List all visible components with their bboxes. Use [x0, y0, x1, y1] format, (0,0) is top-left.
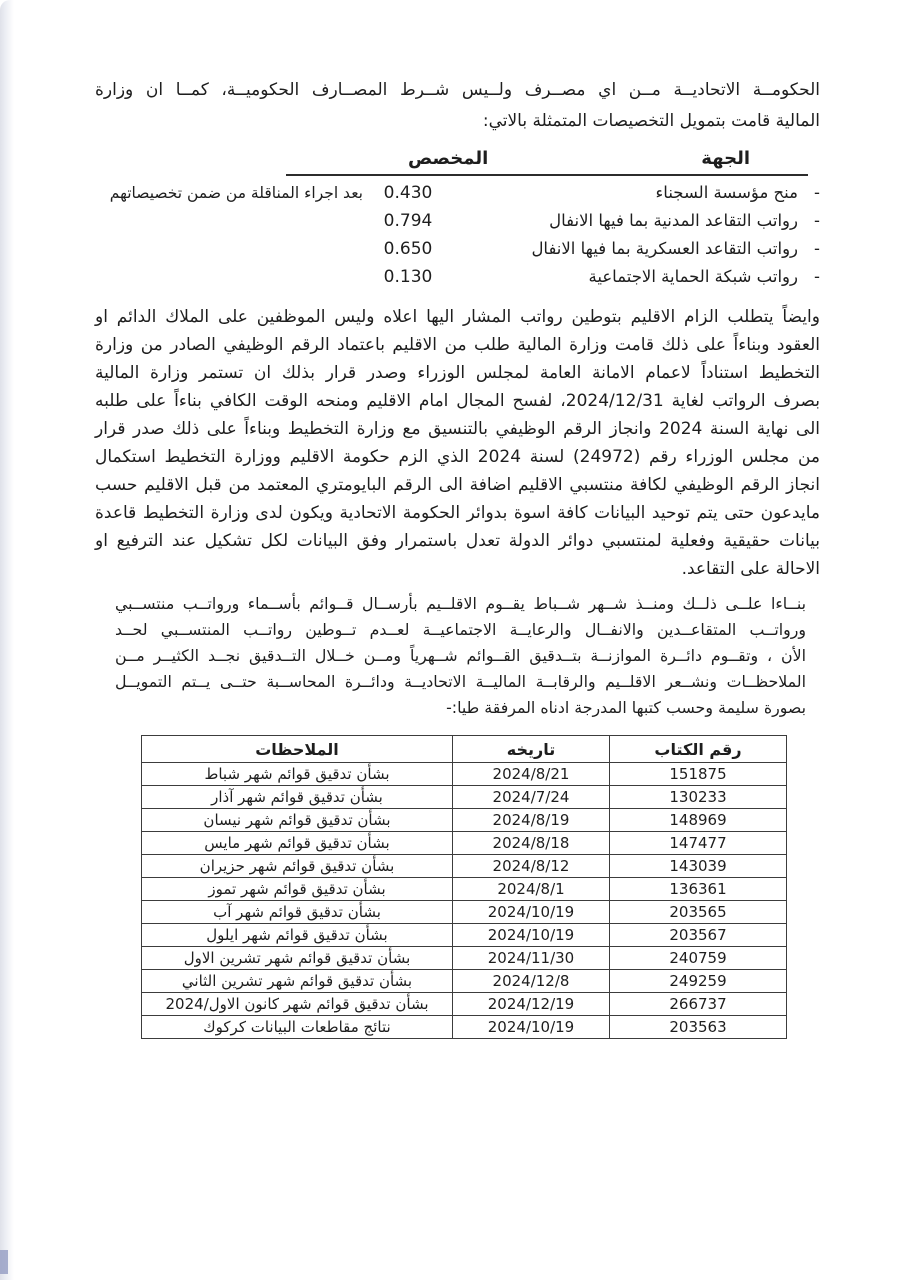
- notes-cell: بشأن تدقيق قوائم شهر تشرين الاول: [142, 947, 453, 970]
- notes-cell: بشأن تدقيق قوائم شهر مايس: [142, 832, 453, 855]
- date-cell: 2024/12/19: [453, 993, 610, 1016]
- intro-paragraph: [95, 75, 820, 137]
- paragraph-line: العقود وبناءاً على ذلك قامت وزارة المالية طلب من الاقليم باعتماد الرقم الوظيفي الصادر من وزارة: [95, 335, 820, 355]
- date-cell: 2024/8/19: [453, 809, 610, 832]
- paragraph-line: الاحالة على التقاعد.: [681, 559, 820, 579]
- book-number-cell: 136361: [610, 878, 787, 901]
- allocation-note: بعد اجراء المناقلة من ضمن تخصيصاتهم: [109, 184, 363, 202]
- letters-table-header-row: [142, 736, 787, 763]
- book-number-cell: 203563: [610, 1016, 787, 1039]
- table-row: [142, 832, 787, 855]
- table-row: [142, 786, 787, 809]
- column-header-book-number: رقم الكتاب: [610, 736, 787, 763]
- allocations-value-column-label: المخصص: [408, 148, 489, 169]
- intro-line: الحكومــة الاتحاديــة مــن اي مصــرف ولــيس شــرط المصــارف الحكوميــة، كمــا ان وزارة: [95, 80, 820, 100]
- paragraph-line: مايدعون حتى يتم توحيد البيانات كافة اسوة بدوائر الحكومة الاتحادية ويكون لدى وزارة التخطيط قاعدة: [95, 503, 820, 523]
- notes-cell: بشأن تدقيق قوائم شهر حزيران: [142, 855, 453, 878]
- book-number-cell: 148969: [610, 809, 787, 832]
- allocation-row: [95, 263, 820, 291]
- date-cell: 2024/11/30: [453, 947, 610, 970]
- table-row: [142, 947, 787, 970]
- paragraph-line: بنــاءا علــى ذلــك ومنــذ شــهر شــباط يقــوم الاقلــيم بأرســال قــوائم بأســماء ورواتــب منتســبي: [115, 594, 806, 613]
- paragraph-line: وايضاً يتطلب الزام الاقليم بتوطين رواتب المشار اليها اعلاه وليس الموظفين على الملاك الدائم او: [95, 307, 820, 327]
- paragraph-line: التخطيط استناداً لاعمام الامانة العامة لمجلس الوزراء وصدر قرار بذلك ان تستمر وزارة المالية: [95, 363, 820, 383]
- date-cell: 2024/10/19: [453, 901, 610, 924]
- column-header-notes: الملاحظات: [142, 736, 453, 763]
- book-number-cell: 240759: [610, 947, 787, 970]
- allocation-row: [95, 179, 820, 207]
- date-cell: 2024/12/8: [453, 970, 610, 993]
- notes-cell: بشأن تدقيق قوائم شهر آذار: [142, 786, 453, 809]
- paragraph-line: ورواتــب المتقاعــدين والانفــال والرعايــة الاجتماعيــة لعــدم تــوطين رواتــب المنتســبي لحــد: [115, 620, 806, 639]
- table-row: [142, 855, 787, 878]
- date-cell: 2024/8/18: [453, 832, 610, 855]
- column-header-date: تاريخه: [453, 736, 610, 763]
- document-page: [95, 75, 820, 1039]
- notes-cell: بشأن تدقيق قوائم شهر شباط: [142, 763, 453, 786]
- allocations-entity-column-label: الجهة: [701, 148, 750, 169]
- table-row: [142, 970, 787, 993]
- table-row: [142, 878, 787, 901]
- date-cell: 2024/7/24: [453, 786, 610, 809]
- date-cell: 2024/8/21: [453, 763, 610, 786]
- allocation-entity: منح مؤسسة السجناء: [655, 183, 798, 202]
- body-paragraph-1: [95, 303, 820, 583]
- allocation-value: 0.430: [383, 183, 433, 203]
- date-cell: 2024/8/12: [453, 855, 610, 878]
- notes-cell: بشأن تدقيق قوائم شهر كانون الاول/2024: [142, 993, 453, 1016]
- scan-edge-mark: [0, 1250, 8, 1274]
- book-number-cell: 143039: [610, 855, 787, 878]
- letters-table-body: [142, 763, 787, 1039]
- allocations-header: [286, 146, 808, 176]
- book-number-cell: 203565: [610, 901, 787, 924]
- notes-cell: بشأن تدقيق قوائم شهر تشرين الثاني: [142, 970, 453, 993]
- paragraph-line: بصورة سليمة وحسب كتبها المدرجة ادناه المرفقة طيا:-: [446, 698, 806, 717]
- table-row: [142, 1016, 787, 1039]
- body-paragraph-2: [115, 591, 806, 721]
- paragraph-line: الأن ، وتقــوم دائــرة الموازنــة بتــدقيق القــوائم شــهرياً ومــن خــلال التــدقيق نجــد الكثيــر مــن: [115, 646, 806, 665]
- allocation-value: 0.130: [383, 267, 433, 287]
- date-cell: 2024/10/19: [453, 924, 610, 947]
- paragraph-line: من مجلس الوزراء رقم (24972) لسنة 2024 الذي الزم حكومة الاقليم ووزارة التخطيط استكمال: [95, 447, 820, 467]
- notes-cell: بشأن تدقيق قوائم شهر نيسان: [142, 809, 453, 832]
- paragraph-line: الملاحظــات ونشــعر الاقلــيم والرقابــة الماليــة الاتحاديــة ودائــرة المحاســبة حتــى يــتم التمويــل: [115, 672, 806, 691]
- allocation-row: [95, 207, 820, 235]
- table-row: [142, 763, 787, 786]
- allocations-list: [95, 179, 820, 291]
- scan-page-left-edge: [0, 0, 14, 1280]
- letters-table: [141, 735, 787, 1039]
- notes-cell: نتائج مقاطعات البيانات كركوك: [142, 1016, 453, 1039]
- notes-cell: بشأن تدقيق قوائم شهر تموز: [142, 878, 453, 901]
- allocation-value: 0.650: [383, 239, 433, 259]
- allocation-entity: رواتب التقاعد العسكرية بما فيها الانفال: [531, 239, 798, 258]
- list-dash-marker: -: [814, 267, 820, 286]
- book-number-cell: 130233: [610, 786, 787, 809]
- book-number-cell: 249259: [610, 970, 787, 993]
- paragraph-line: بيانات حقيقية وفعلية لمنتسبي دوائر الدولة تعدل باستمرار وفق البيانات لكل تشكيل عند الترفيع او: [95, 531, 820, 551]
- allocation-entity: رواتب التقاعد المدنية بما فيها الانفال: [549, 211, 798, 230]
- book-number-cell: 266737: [610, 993, 787, 1016]
- book-number-cell: 151875: [610, 763, 787, 786]
- list-dash-marker: -: [814, 239, 820, 258]
- allocation-row: [95, 235, 820, 263]
- notes-cell: بشأن تدقيق قوائم شهر ايلول: [142, 924, 453, 947]
- allocation-entity: رواتب شبكة الحماية الاجتماعية: [588, 267, 798, 286]
- paragraph-line: انجاز الرقم الوظيفي لكافة منتسبي الاقليم اضافة الى الرقم البايومتري المعتمد من قبل الاقليم حسب: [95, 475, 820, 495]
- date-cell: 2024/8/1: [453, 878, 610, 901]
- list-dash-marker: -: [814, 211, 820, 230]
- table-row: [142, 993, 787, 1016]
- table-row: [142, 809, 787, 832]
- table-row: [142, 901, 787, 924]
- date-cell: 2024/10/19: [453, 1016, 610, 1039]
- paragraph-line: الى نهاية السنة 2024 وانجاز الرقم الوظيفي بالتنسيق مع وزارة التخطيط وبناءاً على ذلك صدر قرار: [95, 419, 820, 439]
- paragraph-line: بصرف الرواتب لغاية 2024/12/31، لفسح المجال امام الاقليم ومنحه الوقت الكافي بناءاً على طلبه: [95, 391, 820, 411]
- book-number-cell: 203567: [610, 924, 787, 947]
- notes-cell: بشأن تدقيق قوائم شهر آب: [142, 901, 453, 924]
- allocation-value: 0.794: [383, 211, 433, 231]
- list-dash-marker: -: [814, 183, 820, 202]
- book-number-cell: 147477: [610, 832, 787, 855]
- intro-line: المالية قامت بتمويل التخصيصات المتمثلة بالاتي:: [482, 111, 820, 131]
- table-row: [142, 924, 787, 947]
